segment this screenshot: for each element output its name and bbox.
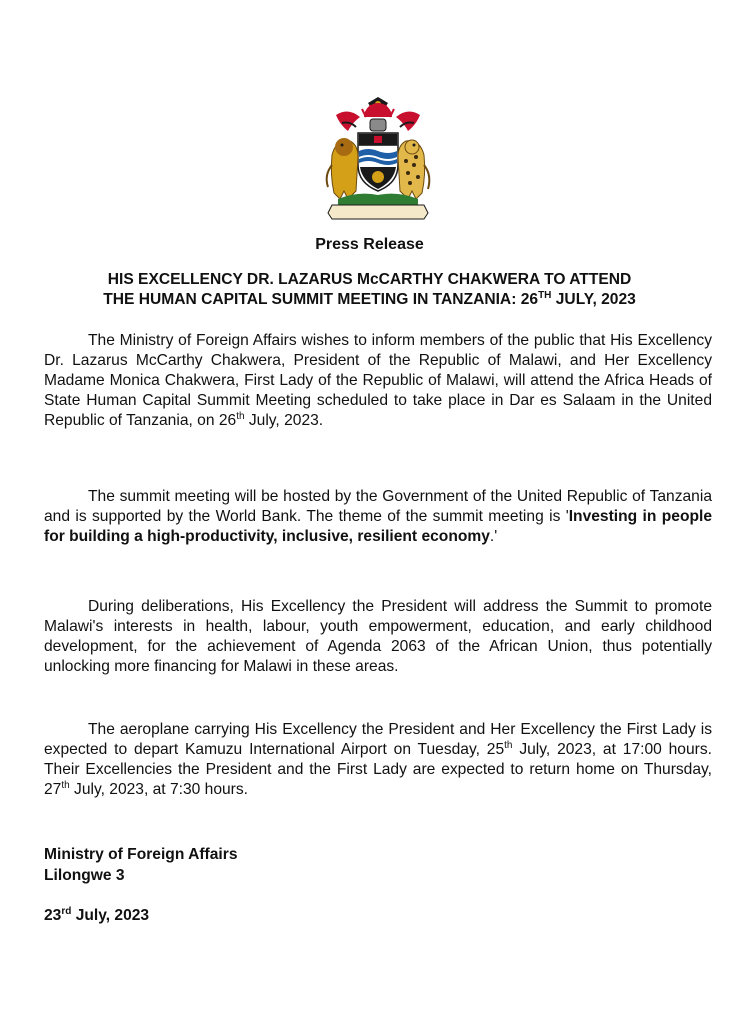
document-title [30,270,709,310]
title-line-1: HIS EXCELLENCY DR. LAZARUS McCARTHY CHAKWERA TO ATTEND [107,271,632,288]
paragraph-travel: The aeroplane carrying His Excellency the President and Her Excellency the First Lady is expected to depart Kamuzu International Airport on Tuesday, 25th July, 2023, at 17:00 hours. Their Excellencies the President and the First Lady are expected to return home on Thursday, 27th July, 2023, at 7:30 hours. [44,721,712,798]
paragraph-theme: The summit meeting will be hosted by the Government of the United Republic of Tanzania and is supported by the World Bank. The theme of the summit meeting is 'Investing in people for building a high-productivity, inclusive, resilient economy.' [44,488,713,545]
summit-theme: Investing in people for building a high-productivity, inclusive, resilient economy [44,508,713,545]
paragraph-announcement: The Ministry of Foreign Affairs wishes to inform members of the public that His Excellency Dr. Lazarus McCarthy Chakwera, President of the Republic of Malawi, and Her Excellency Madame Monica Chakwera, First Lady of the Republic of Malawi, will attend the Africa Heads of State Human Capital Summit Meeting scheduled to take place in Dar es Salaam in the United Republic of Tanzania, on 26th July, 2023. [44,332,712,429]
paragraph-deliberations: During deliberations, His Excellency the President will address the Summit to promote Malawi's interests in health, labour, youth empowerment, education, and early childhood development, for the achievement of Agenda 2063 of the African Union, thus potentially unlocking more financing for Malawi in these areas. [44,598,712,675]
release-date: 23rd July, 2023 [44,906,150,924]
press-release-label: Press Release [315,236,424,253]
coat-of-arms-icon [318,95,438,223]
signature-ministry: Ministry of Foreign Affairs [44,846,238,863]
malawi-coat-of-arms [318,95,438,223]
signature-city: Lilongwe 3 [44,867,125,884]
title-line-2: THE HUMAN CAPITAL SUMMIT MEETING IN TANZANIA: 26TH JULY, 2023 [103,290,636,308]
